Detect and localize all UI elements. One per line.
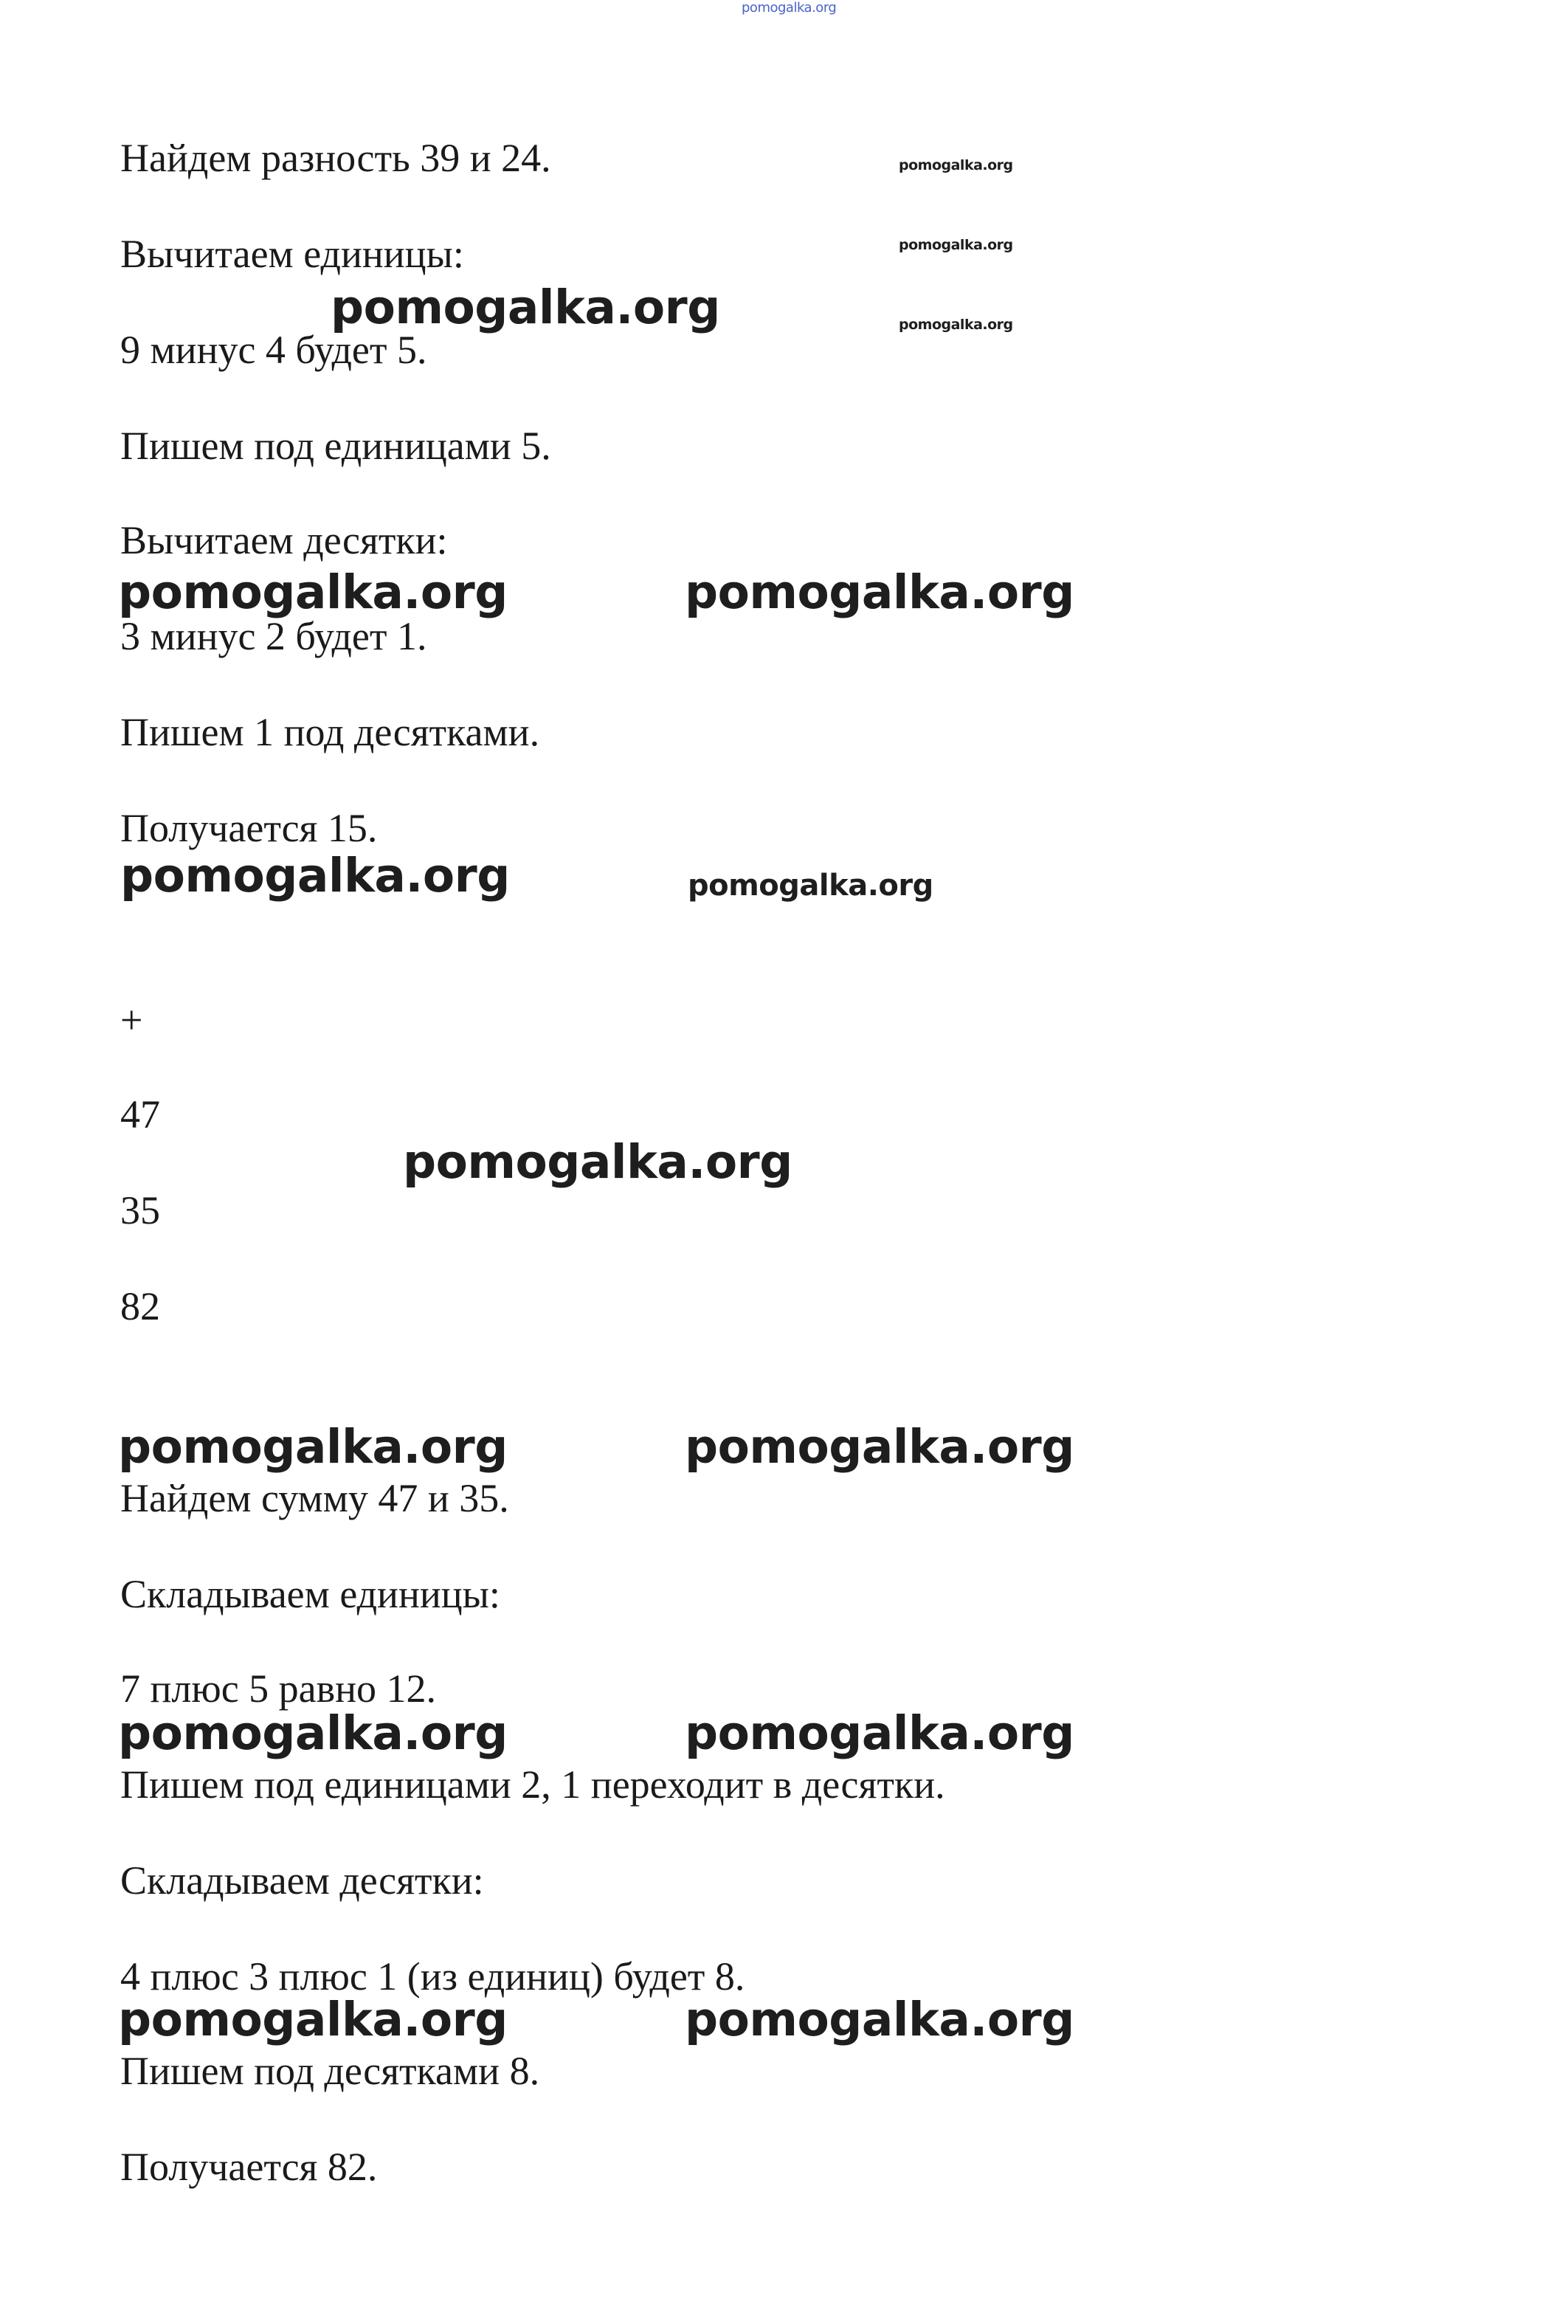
subtraction-line-4: Пишем под единицами 5. <box>120 424 551 468</box>
watermark: pomogalka.org <box>899 237 1013 253</box>
subtraction-line-2: Вычитаем единицы: <box>120 232 464 276</box>
watermark: pomogalka.org <box>685 1993 1074 2047</box>
addition-line-5: Складываем десятки: <box>120 1858 484 1903</box>
addition-line-4: Пишем под единицами 2, 1 переходит в десятки. <box>120 1762 945 1807</box>
subtraction-line-8: Получается 15. <box>120 806 378 850</box>
column-addend-2: 35 <box>120 1188 160 1232</box>
watermark: pomogalka.org <box>331 280 720 334</box>
addition-line-8: Получается 82. <box>120 2145 378 2189</box>
watermark: pomogalka.org <box>899 157 1013 173</box>
watermark: pomogalka.org <box>899 317 1013 333</box>
watermark: pomogalka.org <box>403 1135 792 1189</box>
addition-line-3: 7 плюс 5 равно 12. <box>120 1666 437 1711</box>
addition-line-6: 4 плюс 3 плюс 1 (из единиц) будет 8. <box>120 1954 745 1999</box>
watermark: pomogalka.org <box>685 565 1074 619</box>
watermark: pomogalka.org <box>685 1420 1074 1474</box>
site-watermark-top: pomogalka.org <box>742 0 837 15</box>
subtraction-line-5: Вычитаем десятки: <box>120 518 448 562</box>
watermark: pomogalka.org <box>120 849 510 903</box>
column-result: 82 <box>120 1284 160 1328</box>
column-operator: + <box>120 998 143 1042</box>
watermark: pomogalka.org <box>685 1706 1074 1760</box>
addition-line-7: Пишем под десятками 8. <box>120 2049 540 2093</box>
column-addend-1: 47 <box>120 1092 160 1137</box>
subtraction-line-7: Пишем 1 под десятками. <box>120 710 540 754</box>
watermark: pomogalka.org <box>688 869 933 903</box>
addition-line-1: Найдем сумму 47 и 35. <box>120 1476 509 1520</box>
watermark: pomogalka.org <box>118 1420 508 1474</box>
watermark: pomogalka.org <box>118 565 508 619</box>
watermark: pomogalka.org <box>118 1706 508 1760</box>
addition-line-2: Складываем единицы: <box>120 1572 500 1616</box>
subtraction-line-1: Найдем разность 39 и 24. <box>120 136 551 180</box>
subtraction-line-3: 9 минус 4 будет 5. <box>120 328 427 372</box>
subtraction-line-6: 3 минус 2 будет 1. <box>120 614 427 658</box>
watermark: pomogalka.org <box>118 1993 508 2047</box>
